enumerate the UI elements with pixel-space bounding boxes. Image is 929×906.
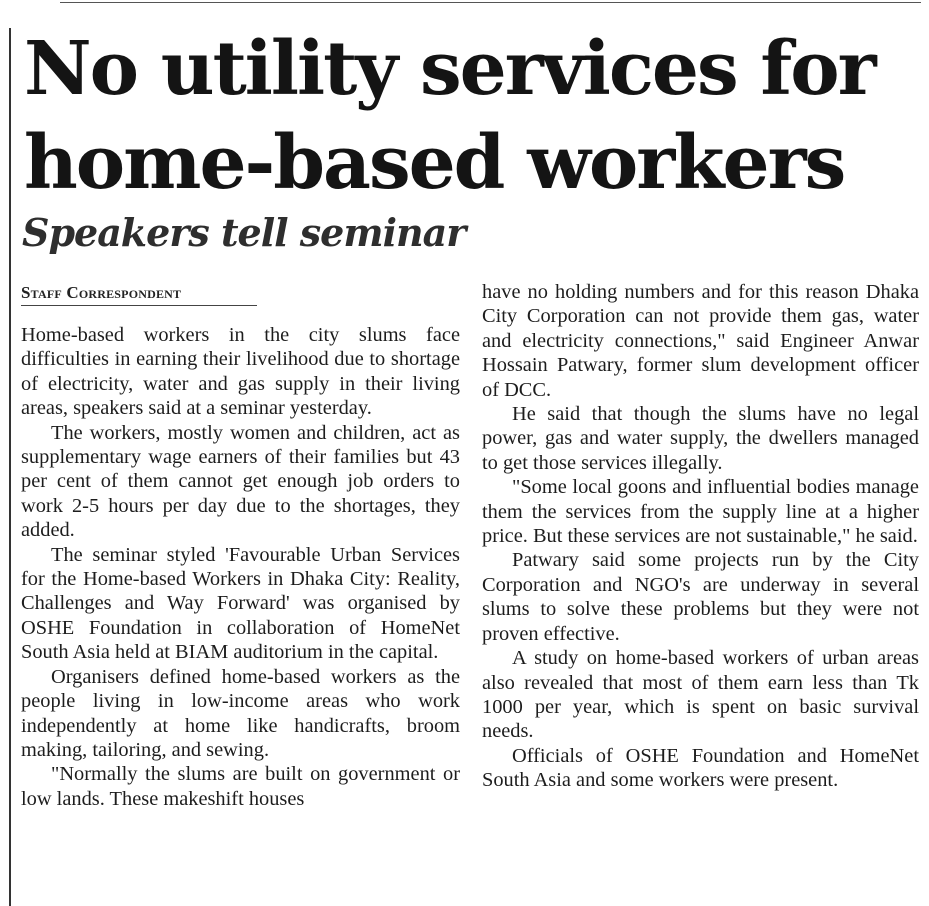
byline: Staff Correspondent bbox=[21, 283, 257, 306]
paragraph: "Some local goons and influential bodies manage them the services from the supply line at a higher price. But these services are not sustainable," he said. bbox=[482, 476, 919, 548]
paragraph: "Normally the slums are built on government or low lands. These makeshift houses bbox=[21, 763, 460, 810]
article-column-2 bbox=[482, 280, 919, 793]
paragraph: He said that though the slums have no legal power, gas and water supply, the dwellers managed to get those services illegally. bbox=[482, 403, 919, 474]
paragraph: The seminar styled 'Favourable Urban Services for the Home-based Workers in Dhaka City: Reality, Challenges and Way Forward' was organised by OSHE Foundation in collaboration of HomeNet South Asia held at BIAM auditorium in the capital. bbox=[21, 543, 460, 664]
paragraph: A study on home-based workers of urban areas also revealed that most of them earn less than Tk 1000 per year, which is spent on basic survival needs. bbox=[482, 647, 919, 743]
headline: No utility services for home-based workers bbox=[24, 26, 875, 206]
article-column-1 bbox=[21, 323, 460, 811]
paragraph: Officials of OSHE Foundation and HomeNet South Asia and some workers were present. bbox=[482, 744, 919, 792]
column-rule bbox=[9, 28, 11, 906]
paragraph: Organisers defined home-based workers as the people living in low-income areas who work independently at home like handicrafts, broom making, tailoring, and sewing. bbox=[21, 665, 460, 761]
top-rule bbox=[60, 2, 921, 3]
paragraph: Patwary said some projects run by the City Corporation and NGO's are underway in several slums to solve these problems but they were not proven effective. bbox=[482, 549, 919, 645]
paragraph: The workers, mostly women and children, act as supplementary wage earners of their families but 43 per cent of them cannot get enough job orders to work 2-5 hours per day due to the shortages, they added. bbox=[21, 421, 460, 542]
subheadline: Speakers tell seminar bbox=[22, 210, 466, 255]
paragraph: Home-based workers in the city slums face difficulties in earning their livelihood due to shortage of electricity, water and gas supply in their living areas, speakers said at a seminar yesterday. bbox=[21, 324, 460, 420]
paragraph: have no holding numbers and for this reason Dhaka City Corporation can not provide them gas, water and electricity connections," said Engineer Anwar Hossain Patwary, former slum development officer of DCC. bbox=[482, 281, 919, 401]
